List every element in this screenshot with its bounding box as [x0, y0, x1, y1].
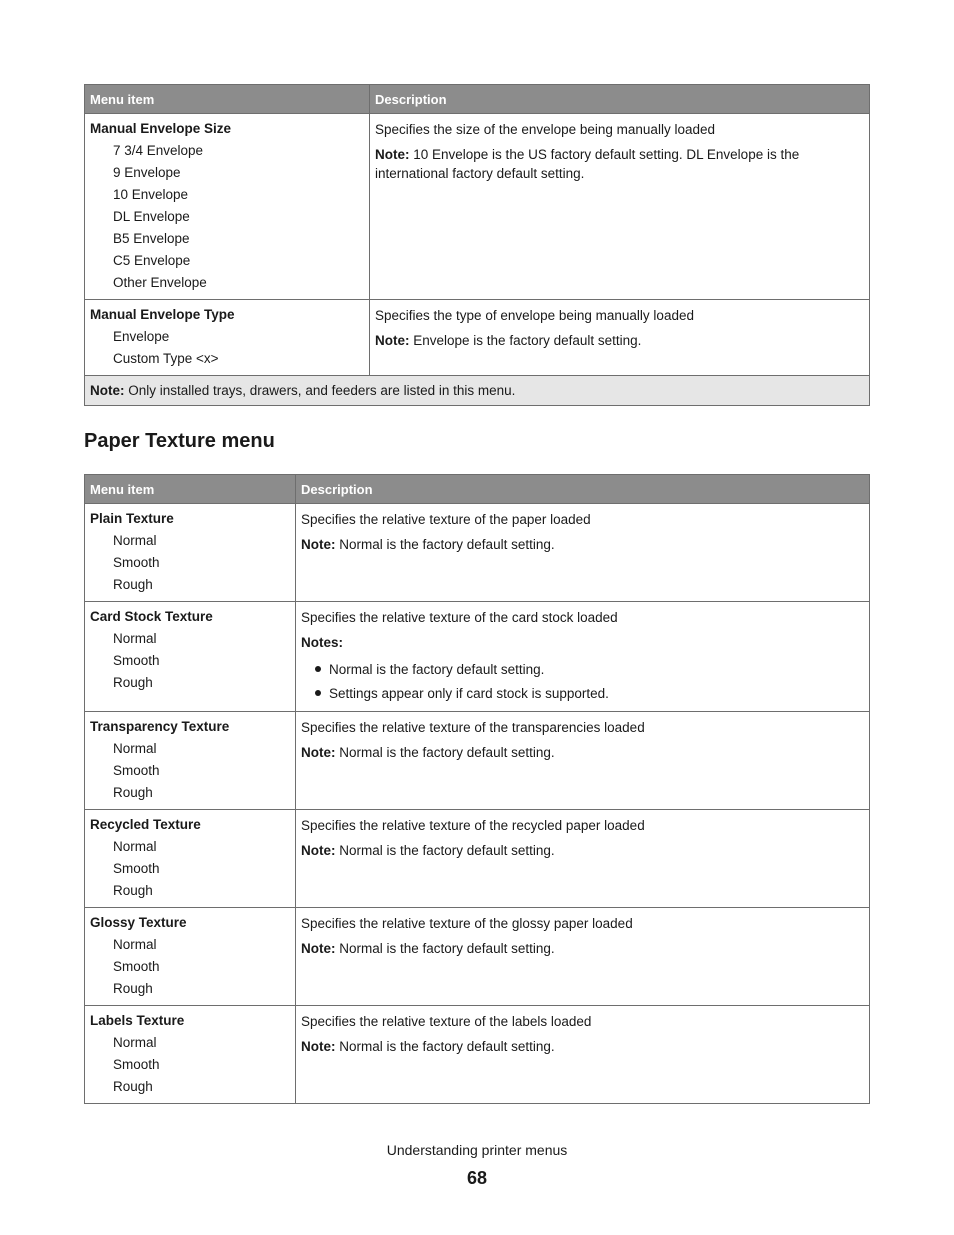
description-cell [370, 114, 870, 300]
table-row [85, 810, 870, 908]
description-text: Specifies the relative texture of the labels loaded [301, 1014, 592, 1029]
menu-option: Other Envelope [113, 275, 207, 290]
description-text: Specifies the relative texture of the glossy paper loaded [301, 916, 633, 931]
table-row [85, 602, 870, 712]
note-text: 10 Envelope is the US factory default setting. DL Envelope is the international factory default setting. [375, 147, 800, 181]
menu-item-title: Manual Envelope Type [90, 307, 235, 322]
menu-option: Rough [113, 577, 153, 592]
description-cell [296, 712, 870, 810]
menu-option: Rough [113, 883, 153, 898]
description-text: Specifies the relative texture of the card stock loaded [301, 610, 618, 625]
note-label: Note: [301, 843, 336, 858]
note-label: Note: [301, 745, 336, 760]
header-menu-item: Menu item [85, 85, 370, 114]
description-note [301, 939, 864, 958]
menu-item-cell [85, 810, 296, 908]
note-label: Note: [375, 147, 410, 162]
table-header-row [85, 475, 870, 504]
menu-item-cell [85, 114, 370, 300]
menu-item-title: Manual Envelope Size [90, 121, 232, 136]
menu-option: Normal [113, 741, 157, 756]
menu-option: C5 Envelope [113, 253, 191, 268]
menu-option: Normal [113, 839, 157, 854]
note-label: Note: [301, 941, 336, 956]
header-menu-item: Menu item [85, 475, 296, 504]
table-row [85, 504, 870, 602]
header-description: Description [370, 85, 870, 114]
menu-item-title: Recycled Texture [90, 817, 201, 832]
note-text: Normal is the factory default setting. [335, 745, 555, 760]
note-text: Normal is the factory default setting. [335, 537, 555, 552]
menu-item-title: Transparency Texture [90, 719, 230, 734]
note-text: Normal is the factory default setting. [335, 941, 555, 956]
footer-caption: Understanding printer menus [386, 1142, 568, 1158]
description-cell [296, 504, 870, 602]
menu-item-cell [85, 1006, 296, 1104]
table-footer-note [85, 376, 870, 406]
table-row [85, 908, 870, 1006]
description-note [301, 743, 864, 762]
menu-item-cell [85, 712, 296, 810]
description-text: Specifies the relative texture of the recycled paper loaded [301, 818, 645, 833]
description-note [301, 1037, 864, 1056]
description-cell [296, 602, 870, 712]
page-number: 68 [466, 1168, 488, 1188]
menu-option: Custom Type <x> [113, 351, 219, 366]
menu-option: Normal [113, 937, 157, 952]
list-item: Normal is the factory default setting. [315, 660, 864, 679]
note-label: Note: [90, 383, 125, 398]
menu-option: Smooth [113, 555, 160, 570]
table-row [85, 114, 870, 300]
description-text: Specifies the size of the envelope being manually loaded [375, 122, 715, 137]
menu-option: 9 Envelope [113, 165, 181, 180]
table-row [85, 1006, 870, 1104]
menu-option: Smooth [113, 653, 160, 668]
menu-option: Rough [113, 981, 153, 996]
description-cell [370, 300, 870, 376]
menu-option: 10 Envelope [113, 187, 189, 202]
menu-option: DL Envelope [113, 209, 190, 224]
notes-label: Notes: [301, 635, 344, 650]
menu-item-title: Labels Texture [90, 1013, 185, 1028]
description-note [375, 331, 864, 350]
note-text: Normal is the factory default setting. [335, 1039, 555, 1054]
envelope-menu-table [84, 84, 870, 406]
section-heading: Paper Texture menu [84, 430, 275, 452]
menu-option: Rough [113, 675, 153, 690]
description-text: Specifies the type of envelope being manually loaded [375, 308, 694, 323]
menu-item-cell [85, 602, 296, 712]
menu-option: Normal [113, 533, 157, 548]
description-cell [296, 810, 870, 908]
menu-option: Envelope [113, 329, 170, 344]
note-text: Only installed trays, drawers, and feeders are listed in this menu. [124, 383, 516, 398]
menu-option: Smooth [113, 1057, 160, 1072]
table-footer-row [85, 376, 870, 406]
paper-texture-menu-table [84, 474, 870, 1104]
menu-option: Smooth [113, 861, 160, 876]
table-row [85, 300, 870, 376]
note-label: Note: [375, 333, 410, 348]
menu-item-cell [85, 908, 296, 1006]
note-text: Envelope is the factory default setting. [409, 333, 642, 348]
table-header-row [85, 85, 870, 114]
description-cell [296, 1006, 870, 1104]
description-note [301, 535, 864, 554]
menu-option: 7 3/4 Envelope [113, 143, 204, 158]
description-note [301, 841, 864, 860]
list-item: Settings appear only if card stock is supported. [315, 684, 864, 703]
menu-option: Normal [113, 631, 157, 646]
description-cell [296, 908, 870, 1006]
description-text: Specifies the relative texture of the paper loaded [301, 512, 591, 527]
header-description: Description [296, 475, 870, 504]
description-note [375, 145, 864, 183]
menu-option: Smooth [113, 763, 160, 778]
menu-item-cell [85, 504, 296, 602]
menu-option: Normal [113, 1035, 157, 1050]
menu-item-cell [85, 300, 370, 376]
note-text: Normal is the factory default setting. [335, 843, 555, 858]
note-label: Note: [301, 537, 336, 552]
menu-item-title: Glossy Texture [90, 915, 187, 930]
notes-list [301, 660, 864, 703]
menu-item-title: Plain Texture [90, 511, 174, 526]
menu-item-title: Card Stock Texture [90, 609, 213, 624]
table-row [85, 712, 870, 810]
menu-option: Smooth [113, 959, 160, 974]
menu-option: Rough [113, 1079, 153, 1094]
description-text: Specifies the relative texture of the transparencies loaded [301, 720, 645, 735]
note-label: Note: [301, 1039, 336, 1054]
menu-option: Rough [113, 785, 153, 800]
menu-option: B5 Envelope [113, 231, 190, 246]
